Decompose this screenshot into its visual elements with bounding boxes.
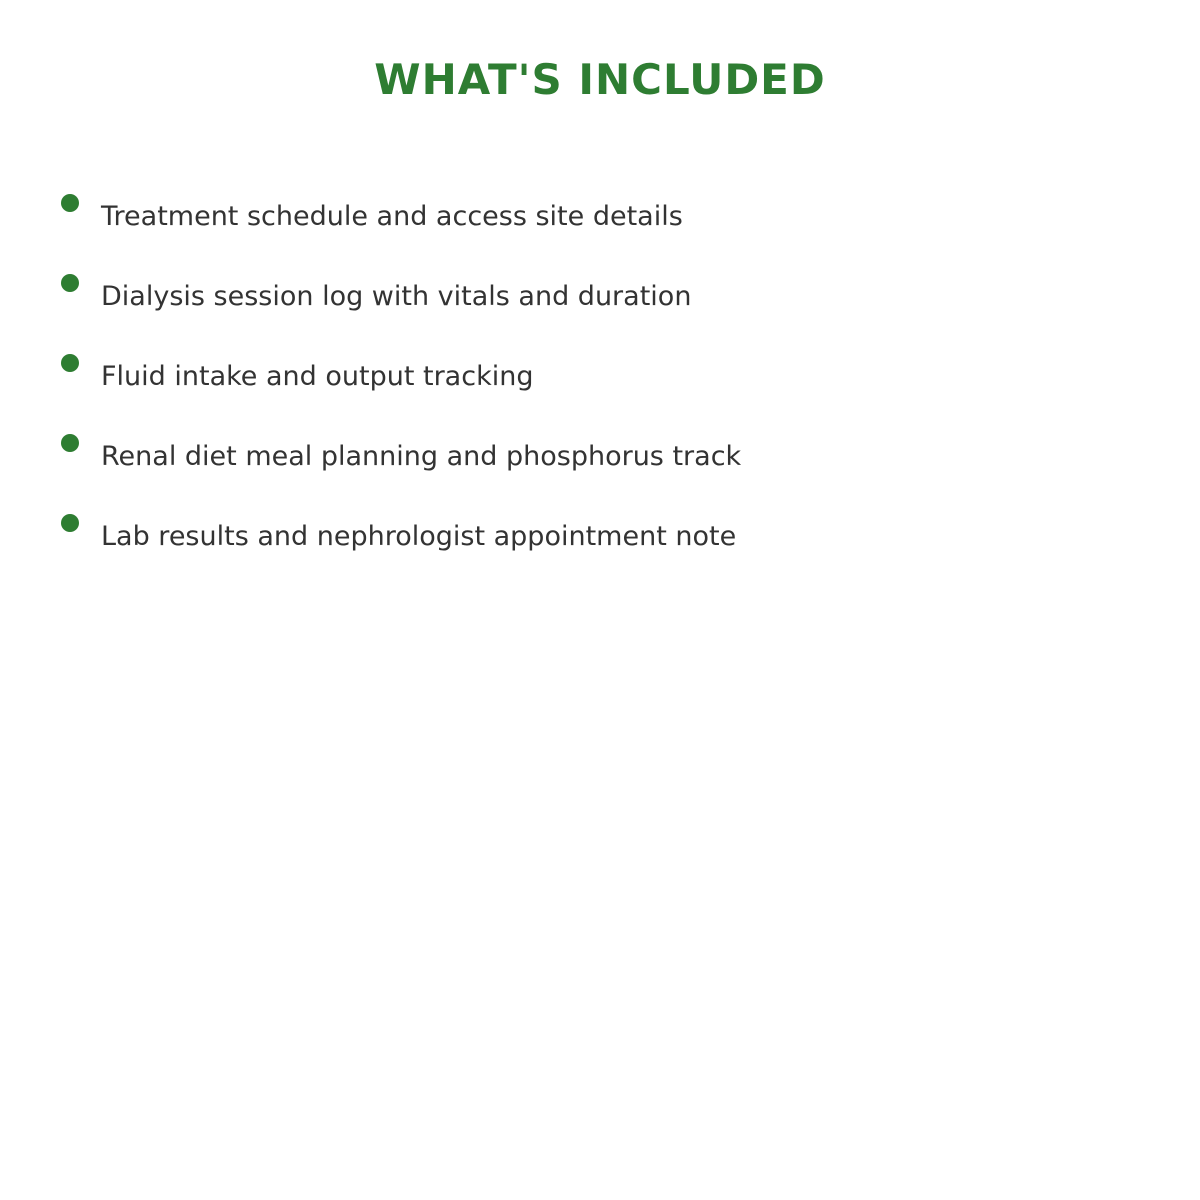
list-item-label: Renal diet meal planning and phosphorus track (101, 441, 742, 472)
bullet-dot-icon (61, 514, 79, 532)
list-item-label: Treatment schedule and access site details (101, 201, 683, 232)
list-item (61, 439, 1200, 475)
bullet-dot-icon (61, 194, 79, 212)
page-title: WHAT'S INCLUDED (374, 55, 826, 104)
list-item-label: Dialysis session log with vitals and duration (101, 281, 692, 312)
list-item-label: Lab results and nephrologist appointment note (101, 521, 737, 552)
list-item (61, 359, 1200, 395)
included-list (0, 199, 1200, 555)
whats-included-page (0, 52, 1200, 1200)
list-item-label: Fluid intake and output tracking (101, 361, 534, 392)
bullet-dot-icon (61, 434, 79, 452)
list-item (61, 519, 1200, 555)
bullet-dot-icon (61, 354, 79, 372)
bullet-dot-icon (61, 274, 79, 292)
list-item (61, 279, 1200, 315)
list-item (61, 199, 1200, 235)
